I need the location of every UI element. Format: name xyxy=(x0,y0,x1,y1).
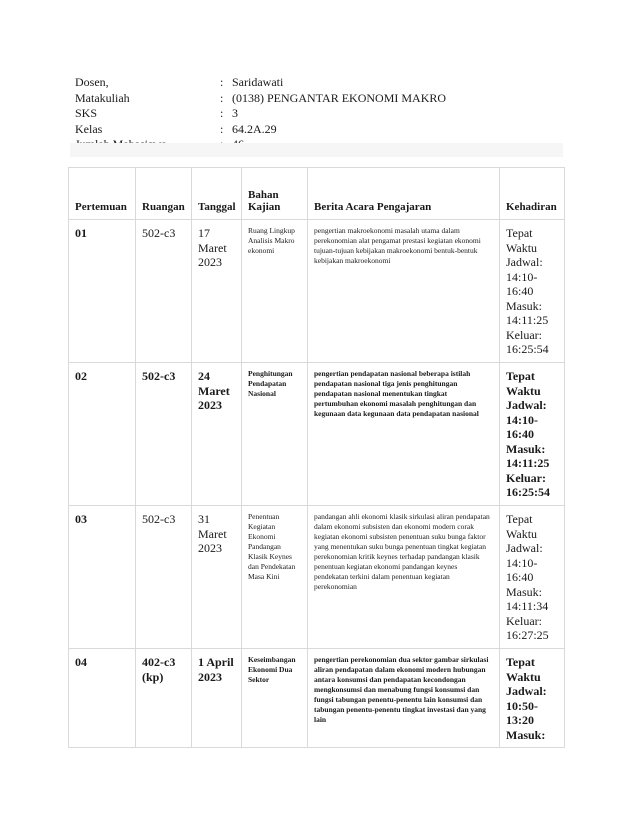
cell-pertemuan: 03 xyxy=(69,506,136,649)
table-row xyxy=(69,363,565,506)
info-value: 3 xyxy=(232,106,238,120)
info-label: Dosen, xyxy=(75,75,109,89)
info-colon: : xyxy=(220,106,224,120)
cell-tanggal: 1 April 2023 xyxy=(192,649,242,748)
info-row-dosen xyxy=(75,75,446,91)
cell-ruangan: 502-c3 xyxy=(136,363,192,506)
header-berita-acara: Berita Acara Pengajaran xyxy=(308,168,500,220)
cell-ruangan: 502-c3 xyxy=(136,506,192,649)
table-row xyxy=(69,506,565,649)
header-tanggal: Tanggal xyxy=(192,168,242,220)
attendance-table xyxy=(68,167,565,748)
cell-bahan-kajian: Keseimbangan Ekonomi Dua Sektor xyxy=(242,649,308,748)
cell-berita-acara: pengertian pendapatan nasional beberapa istilah pendapatan nasional tiga jenis penghitungan pendapatan nasional menentukan tingkat pertumbuhan ekonomi masalah penghitungan dan kegunaan data kegunaan data pendapatan nasional xyxy=(308,363,500,506)
cell-pertemuan: 01 xyxy=(69,220,136,363)
info-label: SKS xyxy=(75,106,98,120)
cell-berita-acara: pengertian perekonomian dua sektor gambar sirkulasi aliran pendapatan dalam ekonomi modern hubungan antara konsumsi dan pendapatan kecondongan mengkonsumsi dan menabung fungsi konsumsi dan fungsi tabungan penentu-penentu lain konsumsi dan tabungan penentu-penentu tingkat investasi dan yang lain xyxy=(308,649,500,748)
info-value: 64.2A.29 xyxy=(232,121,277,136)
cell-bahan-kajian: Penghitungan Pendapatan Nasional xyxy=(242,363,308,506)
cell-bahan-kajian: Ruang Lingkup Analisis Makro ekonomi xyxy=(242,220,308,363)
info-row-kelas xyxy=(75,122,446,138)
info-row-matakuliah xyxy=(75,91,446,107)
cell-ruangan: 502-c3 xyxy=(136,220,192,363)
cell-kehadiran: Tepat Waktu Jadwal: 10:50-13:20 Masuk: xyxy=(500,649,565,748)
header-pertemuan: Pertemuan xyxy=(69,168,136,220)
cell-pertemuan: 04 xyxy=(69,649,136,748)
cell-ruangan: 402-c3 (kp) xyxy=(136,649,192,748)
info-label: Matakuliah xyxy=(75,90,130,105)
table-row xyxy=(69,220,565,363)
cell-kehadiran: Tepat Waktu Jadwal: 14:10-16:40 Masuk: 14:11:25 Keluar: 16:25:54 xyxy=(500,220,565,363)
table-header-row xyxy=(69,168,565,220)
cell-tanggal: 31 Maret 2023 xyxy=(192,506,242,649)
cell-tanggal: 17 Maret 2023 xyxy=(192,220,242,363)
cell-bahan-kajian: Penentuan Kegiatan Ekonomi Pandangan Klasik Keynes dan Pendekatan Masa Kini xyxy=(242,506,308,649)
cell-kehadiran: Tepat Waktu Jadwal: 14:10-16:40 Masuk: 14:11:25 Keluar: 16:25:54 xyxy=(500,363,565,506)
header-kehadiran: Kehadiran xyxy=(500,168,565,220)
cell-berita-acara: pandangan ahli ekonomi klasik sirkulasi aliran pendapatan dalam ekonomi subsisten dan ekonomi modern corak kegiatan ekonomi subsisten penentuan suku bunga faktor yang menentukan suku bunga penentuan tingkat kegiatan perekonomian kritik keynes terhadap pandangan klasik penentuan kegiatan ekonomi pandangan keynes pendekatan terkini dalam penentuan kegiatan perekonomian xyxy=(308,506,500,649)
info-colon: : xyxy=(220,121,224,136)
info-row-sks xyxy=(75,106,446,122)
cell-tanggal: 24 Maret 2023 xyxy=(192,363,242,506)
cell-berita-acara: pengertian makroekonomi masalah utama dalam perekonomian alat pengamat prestasi kegiatan ekonomi tujuan-tujuan kebijakan makroekonomi bentuk-bentuk kebijakan makroekonomi xyxy=(308,220,500,363)
table-row xyxy=(69,649,565,748)
course-info xyxy=(75,75,446,153)
section-divider xyxy=(70,143,563,157)
info-label: Kelas xyxy=(75,121,103,136)
cell-kehadiran: Tepat Waktu Jadwal: 14:10-16:40 Masuk: 14:11:34 Keluar: 16:27:25 xyxy=(500,506,565,649)
header-bahan-kajian: Bahan Kajian xyxy=(242,168,308,220)
header-ruangan: Ruangan xyxy=(136,168,192,220)
info-colon: : xyxy=(220,90,224,105)
info-value: Saridawati xyxy=(232,75,284,89)
info-value: (0138) PENGANTAR EKONOMI MAKRO xyxy=(232,90,447,105)
cell-pertemuan: 02 xyxy=(69,363,136,506)
info-colon: : xyxy=(220,75,224,89)
